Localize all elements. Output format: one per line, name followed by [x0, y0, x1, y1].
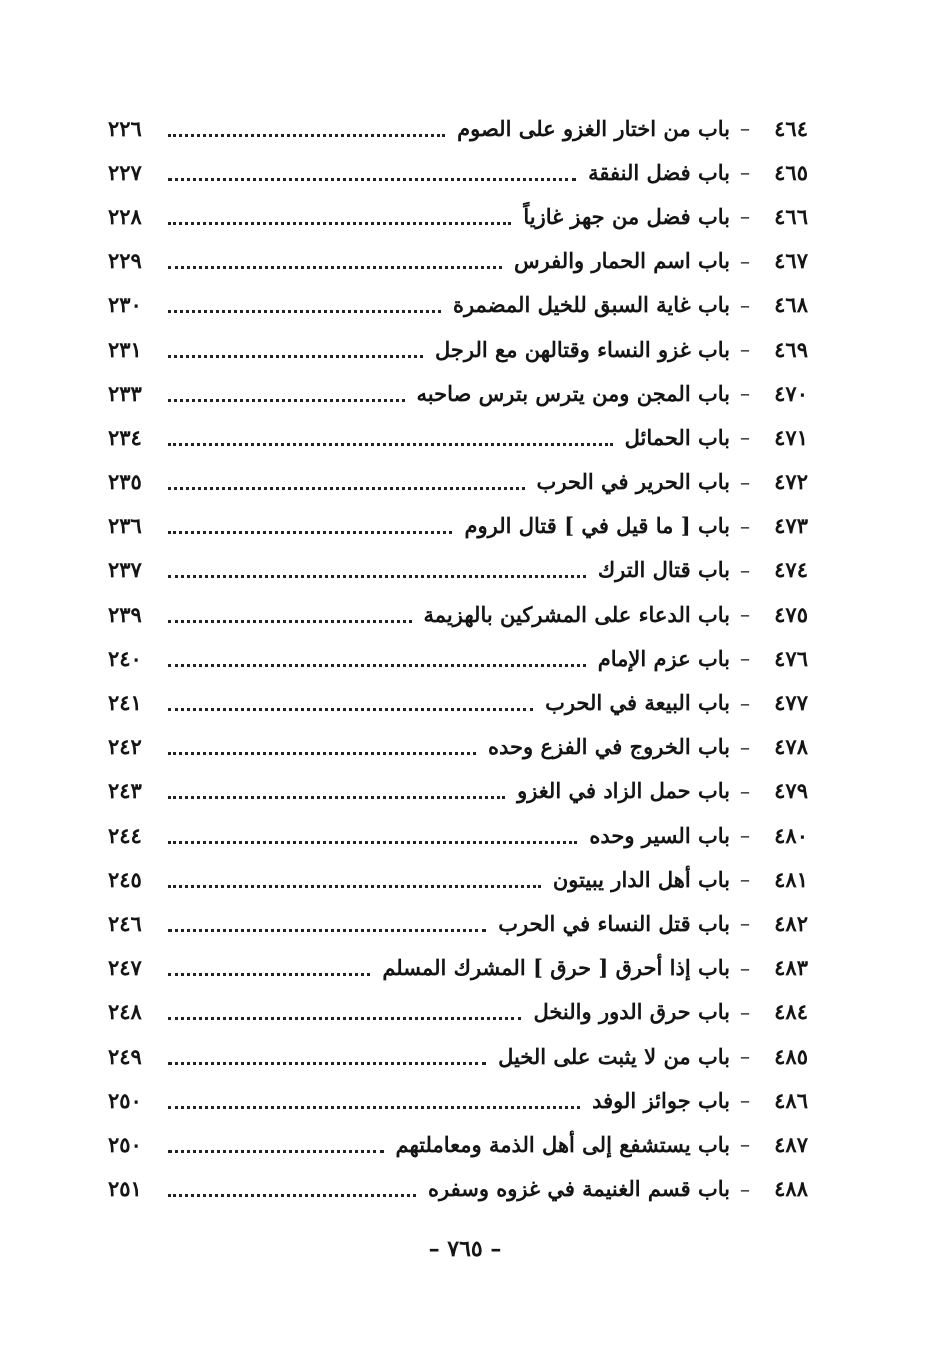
entry-number: ٤٦٥	[774, 159, 808, 185]
entry-title: باب إذا أحرق [ حرق ] المشرك المسلم	[382, 955, 730, 981]
entry-title: باب من اختار الغزو على الصوم	[457, 115, 730, 141]
toc-entry	[108, 106, 808, 150]
entry-page-number: ٢٤٦	[108, 910, 142, 936]
entry-page-number: ٢٣٦	[108, 513, 142, 539]
entry-page-number: ٢٢٦	[108, 115, 142, 141]
entry-page-number: ٢٣١	[108, 336, 142, 362]
entry-number: ٤٧١	[774, 424, 808, 450]
entry-title: باب حمل الزاد في الغزو	[517, 778, 730, 804]
entry-page-number: ٢٤٤	[108, 822, 142, 848]
entry-title: باب قتل النساء في الحرب	[498, 910, 730, 936]
entry-page-number: ٢٢٨	[108, 203, 142, 229]
dot-leader	[168, 531, 452, 534]
entry-title: باب السير وحده	[589, 822, 730, 848]
toc-entry	[108, 548, 808, 592]
entry-number: ٤٨٨	[774, 1176, 808, 1202]
entry-separator: –	[740, 160, 750, 185]
dot-leader	[168, 841, 577, 844]
toc-entry	[108, 813, 808, 857]
entry-page-number: ٢٥٠	[108, 1087, 142, 1113]
entry-separator: –	[740, 955, 750, 980]
entry-number: ٤٨٥	[774, 1043, 808, 1069]
dot-leader	[168, 1017, 521, 1020]
dot-leader	[168, 796, 505, 799]
entry-title: باب [ ما قيل في ] قتال الروم	[464, 513, 730, 539]
entry-number: ٤٧٠	[774, 380, 808, 406]
dot-leader	[168, 1062, 486, 1065]
entry-page-number: ٢٥١	[108, 1176, 142, 1202]
dot-leader	[168, 1150, 384, 1153]
entry-number: ٤٧٣	[774, 513, 808, 539]
toc-entry	[108, 725, 808, 769]
entry-separator: –	[740, 1176, 750, 1201]
entry-title: باب عزم الإمام	[597, 645, 730, 671]
toc-entry	[108, 239, 808, 283]
entry-separator: –	[740, 381, 750, 406]
dot-leader	[168, 664, 586, 667]
entry-title: باب اسم الحمار والفرس	[513, 248, 730, 274]
entry-title: باب فضل من جهز غازياً	[523, 203, 730, 229]
toc-entry	[108, 680, 808, 724]
entry-page-number: ٢٣٤	[108, 424, 142, 450]
dot-leader	[168, 443, 613, 446]
entry-page-number: ٢٣٩	[108, 601, 142, 627]
entry-separator: –	[740, 911, 750, 936]
entry-separator: –	[740, 116, 750, 141]
entry-number: ٤٨٦	[774, 1087, 808, 1113]
dot-leader	[168, 973, 370, 976]
entry-separator: –	[740, 425, 750, 450]
entry-number: ٤٨٧	[774, 1131, 808, 1157]
entry-number: ٤٦٤	[774, 115, 808, 141]
toc-entry	[108, 1167, 808, 1211]
entry-title: باب غزو النساء وقتالهن مع الرجل	[435, 336, 730, 362]
entry-title: باب قتال الترك	[597, 557, 730, 583]
entry-page-number: ٢٤٨	[108, 999, 142, 1025]
toc-entry	[108, 946, 808, 990]
dot-leader	[168, 708, 533, 711]
entry-number: ٤٧٤	[774, 557, 808, 583]
entry-page-number: ٢٢٧	[108, 159, 142, 185]
entry-separator: –	[740, 337, 750, 362]
entry-number: ٤٨٢	[774, 910, 808, 936]
entry-separator: –	[740, 646, 750, 671]
entry-page-number: ٢٣٣	[108, 380, 142, 406]
entry-title: باب فضل النفقة	[588, 159, 730, 185]
toc-entry	[108, 1122, 808, 1166]
entry-page-number: ٢٥٠	[108, 1131, 142, 1157]
dot-leader	[168, 752, 476, 755]
entry-title: باب الدعاء على المشركين بالهزيمة	[423, 601, 730, 627]
entry-page-number: ٢٣٧	[108, 557, 142, 583]
entry-page-number: ٢٣٥	[108, 469, 142, 495]
dot-leader	[168, 266, 502, 269]
entry-separator: –	[740, 734, 750, 759]
dot-leader	[168, 178, 576, 181]
toc-entry	[108, 327, 808, 371]
entry-separator: –	[740, 823, 750, 848]
entry-page-number: ٢٤٢	[108, 734, 142, 760]
entry-title: باب غاية السبق للخيل المضمرة	[452, 292, 730, 318]
entry-title: باب الحرير في الحرب	[536, 469, 730, 495]
entry-page-number: ٢٤٩	[108, 1043, 142, 1069]
dot-leader	[168, 885, 541, 888]
entry-page-number: ٢٢٩	[108, 248, 142, 274]
entry-separator: –	[740, 690, 750, 715]
dot-leader	[168, 929, 486, 932]
entry-separator: –	[740, 1088, 750, 1113]
dot-leader	[168, 355, 423, 358]
entry-separator: –	[740, 602, 750, 627]
entry-separator: –	[740, 469, 750, 494]
entry-number: ٤٧٨	[774, 734, 808, 760]
entry-number: ٤٨٠	[774, 822, 808, 848]
dot-leader	[168, 222, 511, 225]
entry-separator: –	[740, 1132, 750, 1157]
entry-page-number: ٢٤١	[108, 690, 142, 716]
entry-title: باب جوائز الوفد	[592, 1087, 730, 1113]
toc-entry	[108, 592, 808, 636]
entry-title: باب أهل الدار يبيتون	[552, 866, 730, 892]
entry-page-number: ٢٣٠	[108, 292, 142, 318]
dot-leader	[168, 399, 405, 402]
entry-separator: –	[740, 248, 750, 273]
toc-entry	[108, 901, 808, 945]
toc-entry	[108, 460, 808, 504]
entry-title: باب قسم الغنيمة في غزوه وسفره	[428, 1176, 730, 1202]
entry-separator: –	[740, 867, 750, 892]
entry-title: باب المجن ومن يترس بترس صاحبه	[416, 380, 730, 406]
table-of-contents	[108, 106, 808, 1211]
toc-entry	[108, 150, 808, 194]
toc-entry	[108, 415, 808, 459]
toc-entry	[108, 990, 808, 1034]
dot-leader	[168, 310, 441, 313]
entry-title: باب الخروج في الفزع وحده	[488, 734, 730, 760]
toc-entry	[108, 1034, 808, 1078]
entry-title: باب حرق الدور والنخل	[533, 999, 730, 1025]
dot-leader	[168, 487, 525, 490]
entry-title: باب الحمائل	[624, 424, 730, 450]
dot-leader	[168, 134, 445, 137]
entry-number: ٤٧٢	[774, 469, 808, 495]
toc-entry	[108, 1078, 808, 1122]
toc-entry	[108, 371, 808, 415]
dot-leader	[168, 575, 586, 578]
page-number: – ٧٦٥ –	[428, 1236, 502, 1262]
entry-page-number: ٢٤٠	[108, 645, 142, 671]
entry-separator: –	[740, 778, 750, 803]
entry-number: ٤٧٩	[774, 778, 808, 804]
entry-title: باب من لا يثبت على الخيل	[498, 1043, 730, 1069]
entry-number: ٤٨١	[774, 866, 808, 892]
entry-separator: –	[740, 999, 750, 1024]
entry-page-number: ٢٤٥	[108, 866, 142, 892]
entry-number: ٤٦٩	[774, 336, 808, 362]
entry-separator: –	[740, 1044, 750, 1069]
entry-number: ٤٦٨	[774, 292, 808, 318]
dot-leader	[168, 620, 412, 623]
toc-entry	[108, 194, 808, 238]
toc-entry	[108, 857, 808, 901]
entry-number: ٤٧٥	[774, 601, 808, 627]
entry-number: ٤٦٦	[774, 203, 808, 229]
entry-title: باب البيعة في الحرب	[545, 690, 730, 716]
dot-leader	[168, 1194, 416, 1197]
toc-entry	[108, 636, 808, 680]
entry-number: ٤٨٤	[774, 999, 808, 1025]
toc-entry	[108, 504, 808, 548]
entry-page-number: ٢٤٧	[108, 955, 142, 981]
entry-number: ٤٧٦	[774, 645, 808, 671]
entry-title: باب يستشفع إلى أهل الذمة ومعاملتهم	[395, 1131, 730, 1157]
entry-number: ٤٦٧	[774, 248, 808, 274]
entry-page-number: ٢٤٣	[108, 778, 142, 804]
entry-separator: –	[740, 513, 750, 538]
dot-leader	[168, 1106, 580, 1109]
entry-separator: –	[740, 204, 750, 229]
toc-entry	[108, 283, 808, 327]
entry-separator: –	[740, 557, 750, 582]
entry-number: ٤٧٧	[774, 690, 808, 716]
toc-entry	[108, 769, 808, 813]
entry-separator: –	[740, 292, 750, 317]
entry-number: ٤٨٣	[774, 955, 808, 981]
